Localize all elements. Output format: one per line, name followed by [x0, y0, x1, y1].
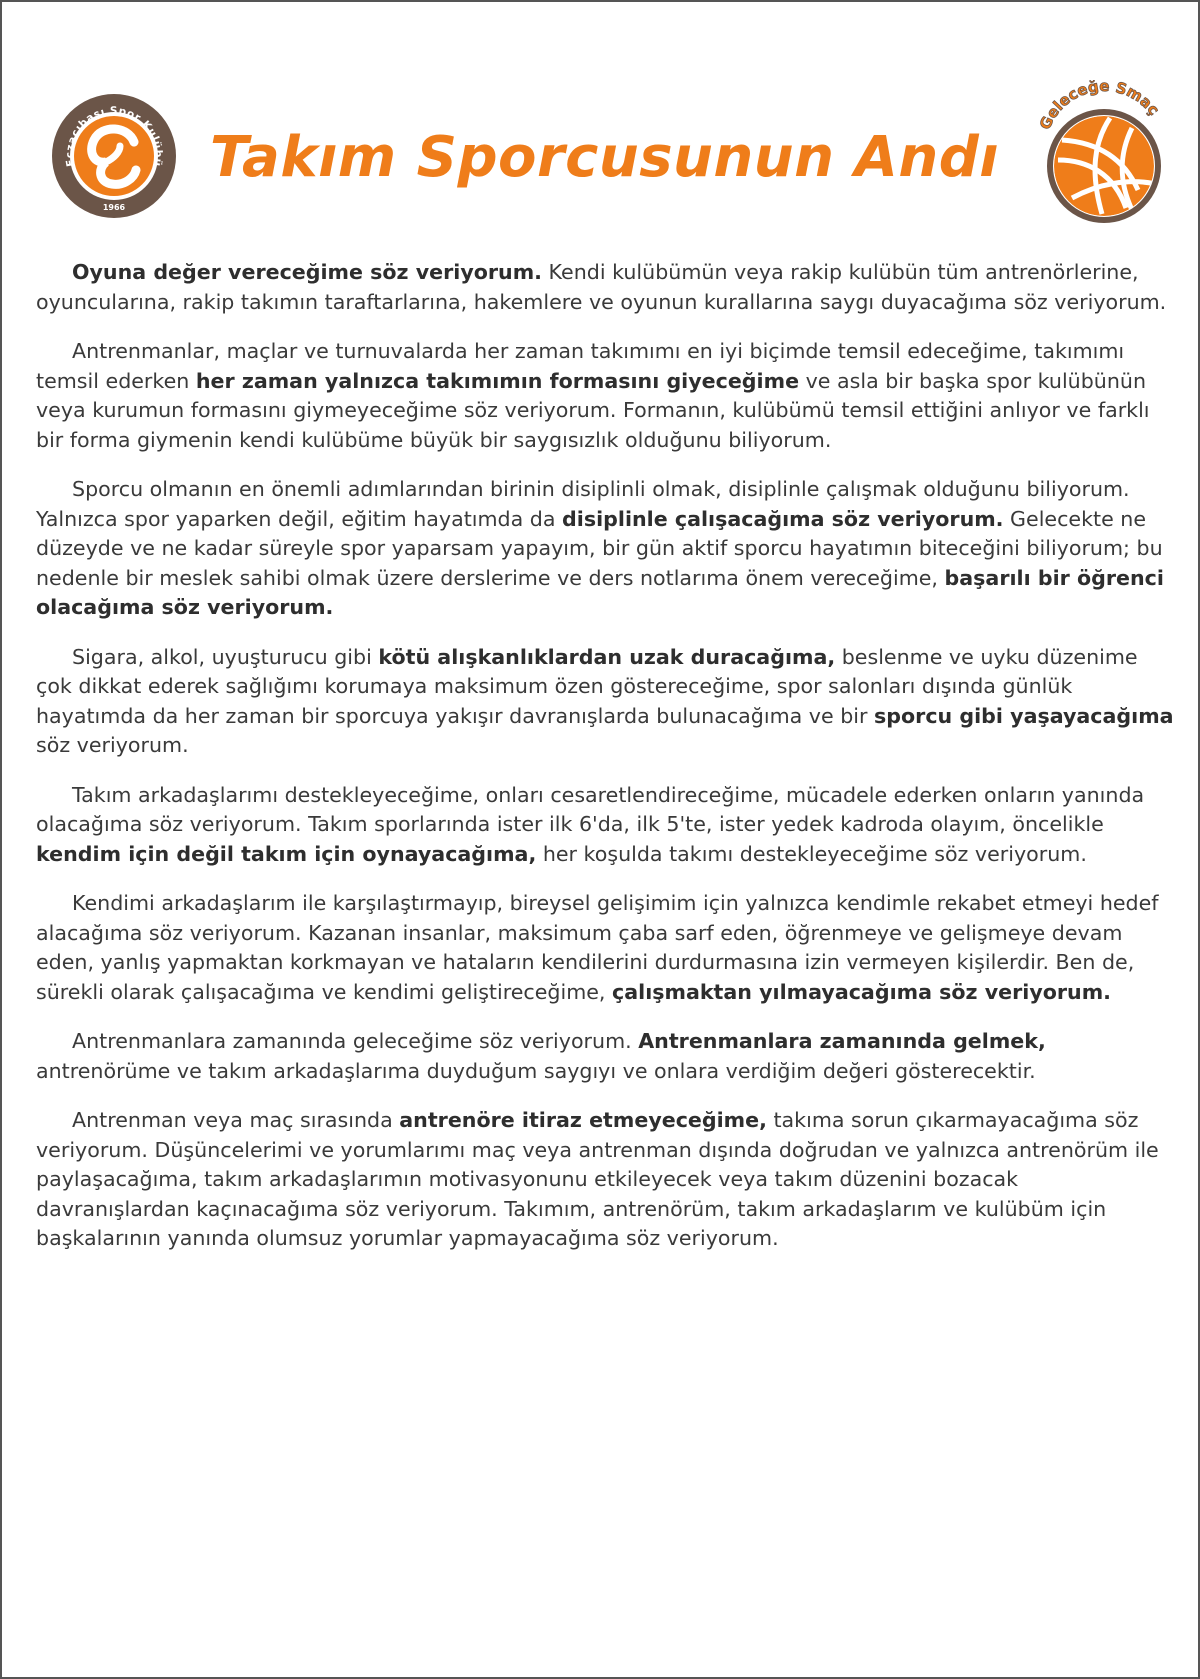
page-title: Takım Sporcusunun Andı [210, 125, 999, 190]
emphasis-text: sporcu gibi yaşayacağıma [874, 703, 1174, 728]
eczacibasi-logo [50, 92, 178, 220]
body-text-segment: Sporcu olmanın en önemli adımlarından birinin disiplinli olmak, disiplinle çalışmak olduğunu biliyorum. Yalnızca spor yaparken değil, eğitim hayatımda da [36, 477, 1130, 531]
emphasis-text: Oyuna değer vereceğime söz veriyorum. [72, 260, 542, 284]
body-text-segment: her koşulda takımı destekleyeceğime söz veriyorum. [536, 841, 1087, 866]
body-text-segment: Kendimi arkadaşlarım ile karşılaştırmayıp, bireysel gelişimim için yalnızca kendimle rekabet etmeyi hedef alacağıma söz veriyorum. Kazanan insanlar, maksimum çaba sarf eden, öğrenmeye ve gelişmeye devam eden, yanlış yapmaktan korkmayan ve hataların kendilerini durdurmasına izin vermeyen kişilerdir. Ben de, sürekli olarak çalışacağıma ve kendimi geliştireceğime, [36, 891, 1159, 1004]
pledge-paragraph [36, 475, 1174, 623]
pledge-paragraph [36, 1106, 1174, 1254]
logo-ring-text: Eczacıbaşı Spor Kulübü [63, 104, 165, 168]
pledge-paragraph [36, 889, 1174, 1007]
pledge-body [36, 258, 1174, 1274]
body-text-segment: beslenme ve uyku düzenime çok dikkat ederek sağlığımı korumaya maksimum özen göstereceğime, spor salonları dışında günlük hayatımda da her zaman bir sporcuya yakışır davranışlarda bulunacağıma ve bir [36, 644, 1138, 728]
logo-arc-text: Geleceğe Smaç [1035, 80, 1163, 133]
pledge-paragraph [36, 643, 1174, 761]
body-text-segment: söz veriyorum. [36, 733, 189, 757]
emphasis-text: başarılı bir öğrenci olacağıma söz veriyorum. [36, 565, 1164, 619]
body-text-segment: Antrenman veya maç sırasında [72, 1108, 400, 1132]
pledge-paragraph [36, 781, 1174, 870]
emphasis-text: kendim için değil takım için oynayacağıma, [36, 841, 537, 866]
body-text-segment: Antrenmanlara zamanında geleceğime söz veriyorum. [72, 1029, 639, 1053]
body-text-segment: ve asla bir başka spor kulübünün veya kurumun formasını giymeyeceğime söz veriyorum. Formanın, kulübümü temsil ettiğini anlıyor ve farklı bir forma giymenin kendi kulübüme büyük bir saygısızlık olduğunu biliyorum. [36, 368, 1150, 452]
pledge-paragraph [36, 337, 1174, 455]
body-text-segment: Gelecekte ne düzeyde ve ne kadar süreyle spor yaparsam yapayım, bir gün aktif sporcu hayatımın biteceğini biliyorum; bu nedenle bir meslek sahibi olmak üzere derslerime ve ders notlarıma önem vereceğime, [36, 506, 1163, 590]
emphasis-text: çalışmaktan yılmayacağıma söz veriyorum. [612, 979, 1111, 1004]
pledge-paragraph [36, 258, 1174, 317]
volleyball-logo [1032, 80, 1172, 230]
logo-year: 1966 [102, 203, 126, 212]
body-text-segment: Takım arkadaşlarımı destekleyeceğime, onları cesaretlendireceğime, mücadele ederken onların yanında olacağıma söz veriyorum. Takım sporlarında ister ilk 6'da, ilk 5'te, ister yedek kadroda olayım, öncelikle [36, 782, 1145, 836]
body-text-segment: antrenörüme ve takım arkadaşlarıma duyduğum saygıyı ve onlara verdiğim değeri gösterecektir. [36, 1058, 1036, 1083]
emphasis-text: disiplinle çalışacağıma söz veriyorum. [562, 506, 1004, 531]
emphasis-text: antrenöre itiraz etmeyeceğime, [399, 1108, 767, 1132]
body-text-segment: Antrenmanlar, maçlar ve turnuvalarda her zaman takımımı en iyi biçimde temsil edeceğime, takımımı temsil ederken [36, 339, 1125, 393]
body-text-segment: Sigara, alkol, uyuşturucu gibi [72, 644, 379, 669]
pledge-paragraph [36, 1027, 1174, 1086]
emphasis-text: her zaman yalnızca takımımın formasını giyeceğime [195, 368, 800, 393]
emphasis-text: Antrenmanlara zamanında gelmek, [638, 1029, 1046, 1053]
emphasis-text: kötü alışkanlıklardan uzak duracağıma, [378, 644, 836, 669]
body-text-segment: Kendi kulübümün veya rakip kulübün tüm antrenörlerine, oyuncularına, rakip takımın taraftarlarına, hakemlere ve oyunun kurallarına saygı duyacağıma söz veriyorum. [36, 260, 1167, 314]
body-text-segment: takıma sorun çıkarmayacağıma söz veriyorum. Düşüncelerimi ve yorumlarımı maç veya antrenman dışında doğrudan ve yalnızca antrenörüm ile paylaşacağıma, takım arkadaşlarımın motivasyonunu etkileyecek veya takım düzenini bozacak davranışlardan kaçınacağıma söz veriyorum. Takımım, antrenörüm, takım arkadaşlarım ve kulübüm için başkalarının yanında olumsuz yorumlar yapmayacağıma söz veriyorum. [36, 1108, 1159, 1250]
